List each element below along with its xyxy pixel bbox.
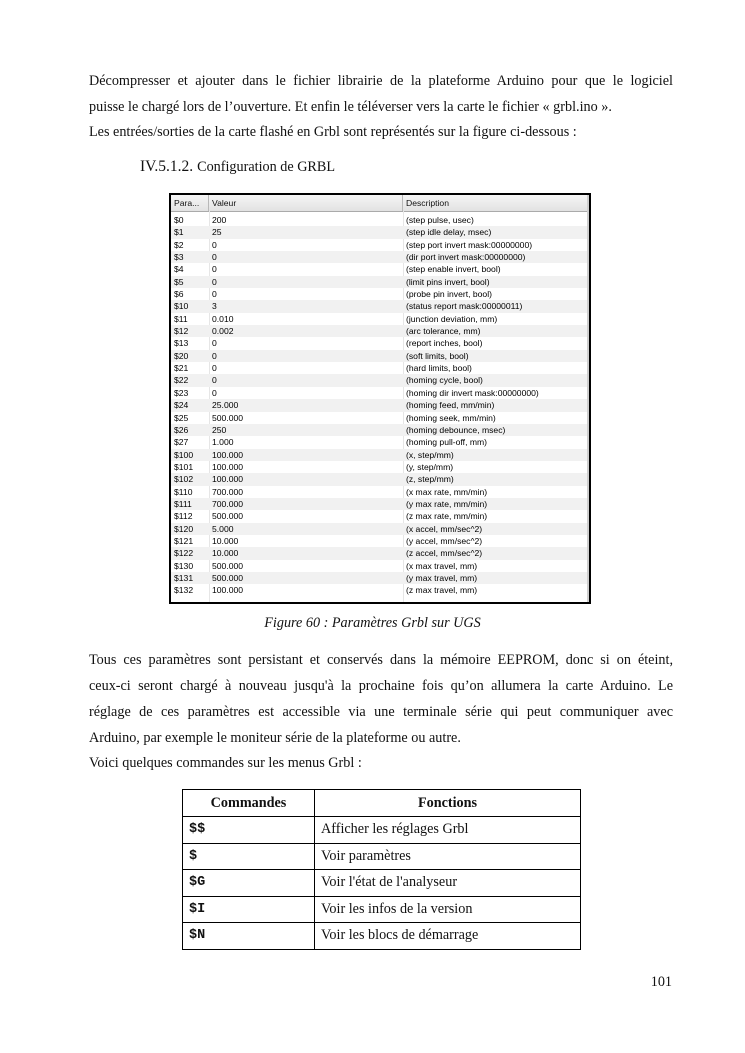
command-function: Voir les infos de la version	[315, 896, 581, 923]
table-row[interactable]	[171, 498, 589, 510]
setting-description: (limit pins invert, bool)	[406, 276, 490, 287]
setting-value: 700.000	[212, 498, 244, 509]
table-row[interactable]	[171, 362, 589, 374]
column-header-param[interactable]: Para...	[171, 195, 209, 211]
table-row[interactable]	[171, 214, 589, 226]
intro-line-3: Les entrées/sorties de la carte flashé en Grbl sont représentés sur la figure ci-dessous :	[89, 124, 577, 140]
commands-body	[183, 817, 581, 950]
table-row	[183, 870, 581, 897]
grbl-settings-screenshot	[169, 193, 591, 604]
setting-description: (homing pull-off, mm)	[406, 437, 488, 448]
table-row	[183, 896, 581, 923]
table-row[interactable]	[171, 374, 589, 386]
setting-description: (z, step/mm)	[406, 474, 454, 485]
functions-header: Fonctions	[315, 790, 581, 817]
command-code: $	[183, 843, 315, 870]
table-row[interactable]	[171, 572, 589, 584]
setting-description: (junction deviation, mm)	[406, 313, 498, 324]
section-number: IV.5.1.2.	[140, 158, 194, 175]
command-function: Voir l'état de l'analyseur	[315, 870, 581, 897]
setting-value: 0	[212, 239, 217, 250]
setting-description: (soft limits, bool)	[406, 350, 469, 361]
setting-param: $131	[174, 572, 194, 583]
setting-value: 500.000	[212, 572, 244, 583]
setting-value: 0	[212, 375, 217, 386]
setting-param: $102	[174, 474, 194, 485]
page-number: 101	[650, 974, 672, 990]
setting-description: (homing seek, mm/min)	[406, 412, 496, 423]
setting-param: $110	[174, 486, 193, 497]
table-row[interactable]	[171, 424, 589, 436]
setting-value: 100.000	[212, 449, 244, 460]
setting-value: 500.000	[212, 412, 244, 423]
setting-description: (homing debounce, msec)	[406, 424, 506, 435]
table-row[interactable]	[171, 251, 589, 263]
setting-description: (step pulse, usec)	[406, 215, 474, 225]
setting-value: 1.000	[212, 437, 234, 448]
setting-param: $3	[174, 252, 184, 263]
setting-value: 700.000	[212, 486, 244, 497]
commands-header: Commandes	[183, 790, 315, 817]
figure-caption: Figure 60 : Paramètres Grbl sur UGS	[264, 615, 481, 631]
setting-param: $0	[174, 215, 184, 225]
setting-description: (step port invert mask:00000000)	[406, 239, 533, 250]
command-code: $N	[183, 923, 315, 950]
setting-value: 0	[212, 338, 217, 349]
table-row[interactable]	[171, 399, 589, 411]
table-row[interactable]	[171, 461, 589, 473]
setting-param: $22	[174, 375, 189, 386]
table-row[interactable]	[171, 535, 589, 547]
settings-table-header	[171, 195, 589, 212]
setting-param: $21	[174, 363, 189, 374]
setting-value: 5.000	[212, 523, 234, 534]
table-row[interactable]	[171, 560, 589, 572]
setting-param: $6	[174, 289, 184, 300]
command-code: $I	[183, 896, 315, 923]
setting-description: (z max rate, mm/min)	[406, 511, 488, 522]
table-row[interactable]	[171, 350, 589, 362]
setting-value: 0	[212, 264, 217, 275]
setting-value: 200	[212, 215, 227, 225]
setting-value: 250	[212, 424, 227, 435]
setting-param: $112	[174, 511, 193, 522]
setting-param: $27	[174, 437, 189, 448]
table-row[interactable]	[171, 226, 589, 238]
table-row[interactable]	[171, 313, 589, 325]
table-row[interactable]	[171, 263, 589, 275]
table-row[interactable]	[171, 288, 589, 300]
setting-param: $121	[174, 535, 194, 546]
setting-param: $11	[174, 313, 188, 324]
setting-description: (x max travel, mm)	[406, 560, 478, 571]
setting-param: $5	[174, 276, 184, 287]
body-line-4: Arduino, par exemple le moniteur série de la plateforme ou autre.	[89, 730, 461, 746]
setting-value: 100.000	[212, 585, 244, 596]
setting-param: $13	[174, 338, 189, 349]
setting-description: (y accel, mm/sec^2)	[406, 535, 483, 546]
setting-param: $20	[174, 350, 189, 361]
setting-description: (status report mask:00000011)	[406, 301, 523, 312]
command-function: Voir les blocs de démarrage	[315, 923, 581, 950]
commands-header-row	[183, 790, 581, 817]
setting-value: 10.000	[212, 535, 239, 546]
setting-param: $24	[174, 400, 189, 411]
setting-param: $101	[174, 461, 194, 472]
setting-description: (x max rate, mm/min)	[406, 486, 488, 497]
setting-description: (homing cycle, bool)	[406, 375, 483, 386]
setting-description: (homing dir invert mask:00000000)	[406, 387, 539, 398]
setting-value: 0	[212, 276, 217, 287]
setting-param: $25	[174, 412, 189, 423]
table-row[interactable]	[171, 325, 589, 337]
body-line-3: réglage de ces paramètres est accessible via une terminale série qui peut communiquer avec	[89, 704, 673, 720]
table-row[interactable]	[171, 300, 589, 312]
table-row[interactable]	[171, 449, 589, 461]
table-row	[183, 923, 581, 950]
setting-description: (probe pin invert, bool)	[406, 289, 492, 300]
setting-value: 0	[212, 289, 217, 300]
setting-description: (x accel, mm/sec^2)	[406, 523, 483, 534]
setting-value: 0	[212, 350, 217, 361]
table-row[interactable]	[171, 584, 589, 596]
setting-value: 0	[212, 363, 217, 374]
setting-description: (y, step/mm)	[406, 461, 454, 472]
setting-param: $111	[174, 498, 192, 509]
setting-param: $130	[174, 560, 194, 571]
setting-description: (z max travel, mm)	[406, 585, 478, 596]
table-row[interactable]	[171, 547, 589, 559]
setting-description: (step enable invert, bool)	[406, 264, 501, 275]
section-title: Configuration de GRBL	[197, 159, 336, 175]
table-row	[183, 817, 581, 844]
setting-description: (step idle delay, msec)	[406, 227, 492, 238]
setting-description: (x, step/mm)	[406, 449, 454, 460]
setting-description: (hard limits, bool)	[406, 363, 472, 374]
setting-param: $100	[174, 449, 194, 460]
table-row[interactable]	[171, 523, 589, 535]
setting-value: 100.000	[212, 474, 244, 485]
setting-description: (y max rate, mm/min)	[406, 498, 488, 509]
setting-value: 500.000	[212, 560, 244, 571]
table-row	[183, 843, 581, 870]
table-row[interactable]	[171, 473, 589, 485]
setting-param: $23	[174, 387, 189, 398]
setting-param: $26	[174, 424, 189, 435]
table-row[interactable]	[171, 387, 589, 399]
setting-value: 0	[212, 387, 217, 398]
setting-value: 25	[212, 227, 222, 238]
setting-value: 0.002	[212, 326, 234, 337]
setting-param: $1	[174, 227, 184, 238]
body-line-2: ceux-ci seront chargé à nouveau jusqu'à la prochaine fois qu’on allumera la carte Arduino. Le	[89, 678, 673, 694]
setting-description: (homing feed, mm/min)	[406, 400, 495, 411]
column-header-value[interactable]: Valeur	[209, 195, 403, 211]
intro-line-2: puisse le chargé lors de l’ouverture. Et enfin le téléverser vers la carte le fichier « grbl.ino ».	[89, 99, 612, 115]
table-row[interactable]	[171, 510, 589, 522]
setting-param: $4	[174, 264, 184, 275]
table-row[interactable]	[171, 486, 589, 498]
commands-table	[182, 789, 581, 950]
setting-description: (z accel, mm/sec^2)	[406, 548, 483, 559]
setting-description: (report inches, bool)	[406, 338, 483, 349]
table-row[interactable]	[171, 337, 589, 349]
setting-value: 25.000	[212, 400, 239, 411]
intro-line-1: Décompresser et ajouter dans le fichier librairie de la plateforme Arduino pour que le logiciel	[89, 73, 673, 89]
table-row[interactable]	[171, 412, 589, 424]
command-function: Afficher les réglages Grbl	[315, 817, 581, 844]
setting-value: 500.000	[212, 511, 244, 522]
body-line-5: Voici quelques commandes sur les menus Grbl :	[89, 755, 362, 771]
setting-param: $132	[174, 585, 194, 596]
setting-param: $120	[174, 523, 194, 534]
setting-param: $2	[174, 239, 184, 250]
table-row[interactable]	[171, 436, 589, 448]
setting-param: $10	[174, 301, 189, 312]
body-line-1: Tous ces paramètres sont persistant et conservés dans la mémoire EEPROM, donc si on éteint,	[89, 652, 673, 668]
settings-rows	[171, 214, 589, 597]
column-header-description[interactable]: Description	[403, 195, 589, 211]
command-code: $$	[183, 817, 315, 844]
setting-value: 10.000	[212, 548, 239, 559]
setting-value: 3	[212, 301, 217, 312]
setting-value: 100.000	[212, 461, 244, 472]
setting-param: $122	[174, 548, 194, 559]
section-heading	[140, 158, 335, 176]
scrollbar[interactable]	[587, 195, 589, 602]
setting-description: (y max travel, mm)	[406, 572, 478, 583]
table-row[interactable]	[171, 276, 589, 288]
setting-param: $12	[174, 326, 189, 337]
setting-value: 0	[212, 252, 217, 263]
command-function: Voir paramètres	[315, 843, 581, 870]
setting-description: (dir port invert mask:00000000)	[406, 252, 526, 263]
setting-value: 0.010	[212, 313, 234, 324]
setting-description: (arc tolerance, mm)	[406, 326, 481, 337]
command-code: $G	[183, 870, 315, 897]
table-row[interactable]	[171, 239, 589, 251]
